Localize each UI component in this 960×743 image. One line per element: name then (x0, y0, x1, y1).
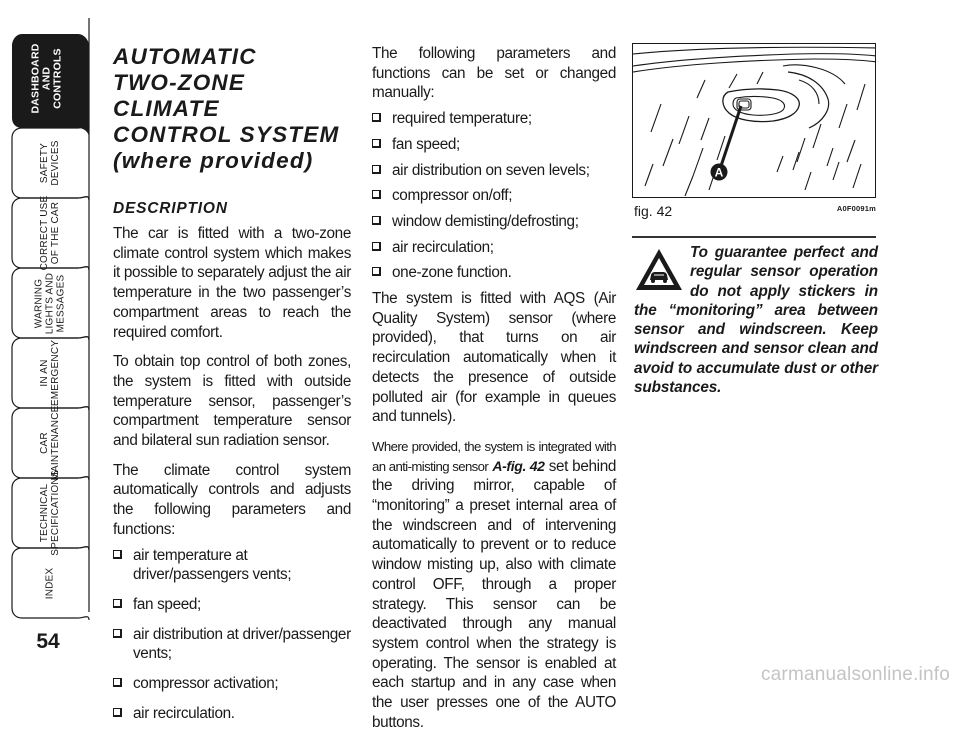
checkbox-bullet-icon (372, 216, 381, 225)
checkbox-bullet-icon (372, 165, 381, 174)
checkbox-bullet-icon (113, 550, 122, 559)
antimisting-sensor-paragraph: Where provided, the system is integrated with an anti-misting sensor A-fig. 42 set behind the driving mirror, capable of “monitoring” a preset internal area of the windscreen and of intervening automatically to prevent or to reduce window misting up, also with climate control OFF, through a proper strategy. This sensor can be deactivated through any manual system control when the strategy is operating. The sensor is enabled at each startup and in any case when the user presses one of the AUTO buttons. (372, 438, 617, 731)
figure-reference-link[interactable]: A-fig. 42 (492, 457, 545, 474)
title-line: CONTROL SYSTEM (113, 122, 340, 147)
list-item: window demisting/defrosting; (372, 212, 616, 232)
checkbox-bullet-icon (372, 242, 381, 251)
tab-warning-lights[interactable]: WARNING LIGHTS AND MESSAGES (33, 272, 67, 334)
warning-text: To guarantee perfect and regular sensor operation do not apply stickers in the “monitoring” area between sensor and windscreen. Keep windscreen and sensor clean and avoid to accumulate dust or other substances. (634, 244, 878, 397)
warning-note (634, 243, 878, 397)
callout-a-label: A (714, 165, 724, 180)
title-line: TWO-ZONE CLIMATE (113, 70, 246, 121)
auto-control-paragraph: The climate control system automatically controls and adjusts the following parameters and functions: (113, 461, 351, 538)
checkbox-bullet-icon (113, 599, 122, 608)
antimisting-sensor-illustration (633, 44, 876, 198)
figure-code: A0F0091m (836, 204, 876, 213)
tab-correct-use[interactable]: CORRECT USE OF THE CAR (39, 195, 61, 271)
tab-in-an-emergency[interactable]: IN AN EMERGENCY (39, 339, 61, 407)
sensors-paragraph: To obtain top control of both zones, the system is fitted with outside temperature sensor, passenger’s compartment temperature sensor and bilateral sun radiation sensor. (113, 353, 351, 450)
list-item: fan speed; (372, 135, 616, 155)
title-line: (where provided) (113, 148, 314, 173)
checkbox-bullet-icon (372, 267, 381, 276)
column-left (113, 44, 351, 733)
manual-functions-list (372, 109, 616, 283)
warning-divider (632, 236, 876, 238)
checkbox-bullet-icon (113, 629, 122, 638)
tab-index[interactable]: INDEX (44, 567, 56, 599)
checkbox-bullet-icon (372, 139, 381, 148)
column-middle (372, 44, 616, 743)
tab-dashboard-and-controls[interactable]: DASHBOARD AND CONTROLS (29, 42, 64, 114)
manual-intro-paragraph: The following parameters and functions can be set or changed manually: (372, 45, 616, 102)
intro-paragraph: The car is fitted with a two-zone climate control system which makes it possible to separately adjust the air temperature in the two passenger’s compartment areas to reach the required comfort. (113, 225, 351, 341)
chapter-sidebar (0, 0, 92, 692)
checkbox-bullet-icon (113, 678, 122, 687)
list-item: fan speed; (113, 595, 351, 615)
list-item: compressor on/off; (372, 186, 616, 206)
subsection-heading: DESCRIPTION (113, 200, 228, 217)
checkbox-bullet-icon (113, 708, 122, 717)
aqs-paragraph: The system is fitted with AQS (Air Quality System) sensor (where provided), that turns on air recirculation automatically when it detects the presence of outside polluted air (for example in queues and tunnels). (372, 290, 616, 426)
tab-car-maintenance[interactable]: CAR MAINTENANCE (39, 405, 61, 481)
list-item: compressor activation; (113, 674, 351, 694)
page-number: 54 (36, 630, 60, 653)
title-line: AUTOMATIC (113, 44, 257, 69)
checkbox-bullet-icon (372, 113, 381, 122)
list-item: air distribution at driver/passenger vents; (113, 625, 351, 664)
list-item: one-zone function. (372, 263, 616, 283)
figure-caption: fig. 42 (634, 203, 673, 219)
list-item: air distribution on seven levels; (372, 161, 616, 181)
checkbox-bullet-icon (372, 190, 381, 199)
list-item: air temperature at driver/passengers vents; (113, 546, 351, 585)
list-item: air recirculation. (113, 704, 351, 724)
figure-42-image (632, 43, 876, 198)
tab-technical-specifications[interactable]: TECHNICAL SPECIFICATIONS (39, 470, 61, 556)
watermark: carmanualsonline.info (760, 664, 950, 685)
auto-functions-list (113, 546, 351, 724)
list-item: required temperature; (372, 109, 616, 129)
tab-safety-devices[interactable]: SAFETY DEVICES (39, 140, 61, 186)
list-item: air recirculation; (372, 238, 616, 258)
section-title (113, 44, 351, 174)
